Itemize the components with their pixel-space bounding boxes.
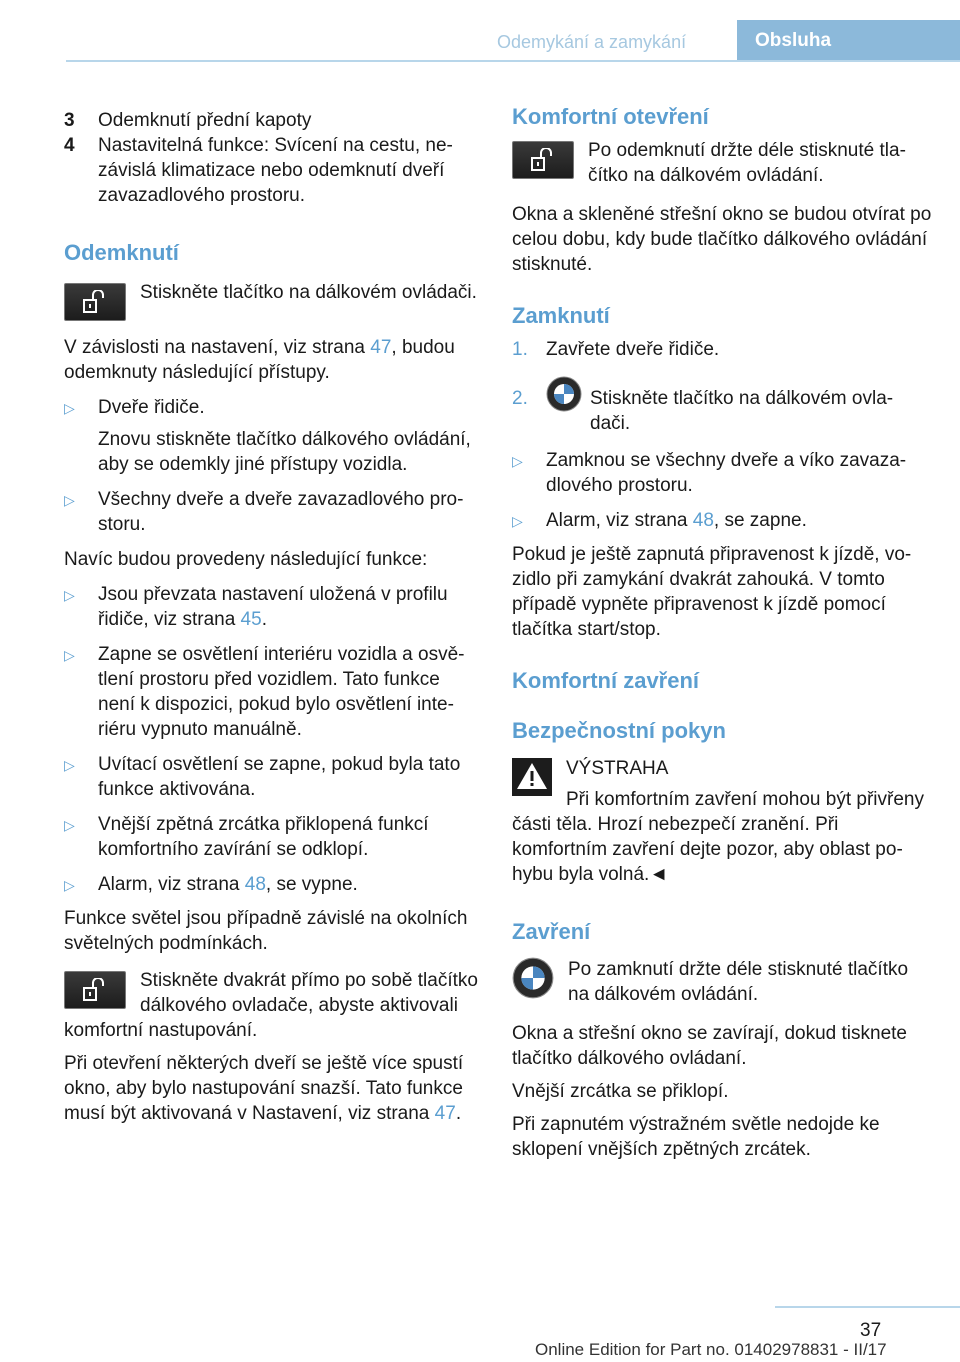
step-text: Stiskněte tlačítko na dálkovém ovladači. bbox=[590, 388, 894, 434]
header-section-title: Odemykání a zamykání bbox=[497, 32, 687, 52]
triangle-bullet-icon: ▷ bbox=[512, 453, 523, 469]
page-number: 37 bbox=[860, 1320, 882, 1341]
warning-title: VÝSTRAHA bbox=[566, 758, 669, 779]
step-item bbox=[512, 376, 932, 436]
step-number: 2. bbox=[512, 388, 528, 409]
header-divider bbox=[66, 60, 960, 62]
button-instruction bbox=[64, 280, 484, 321]
list-item bbox=[64, 487, 484, 537]
bullet-text: Alarm, viz strana 48, se zapne. bbox=[546, 510, 807, 531]
instruction-text: Stiskněte dvakrát přímo po sobě tlačítko dálkového ovladače, abyste aktivovali komfortní nastupování. bbox=[64, 970, 478, 1041]
button-instruction bbox=[512, 138, 932, 188]
right-column bbox=[512, 102, 932, 1162]
list-item bbox=[64, 133, 484, 208]
warning-triangle-icon bbox=[512, 758, 552, 796]
warning-text: Při komfortním zavření mohou být přivřeny části těla. Hrozí nebezpečí zranění. Při komfortním zavření dejte pozor, aby oblast pohybu byla volná.◄ bbox=[512, 789, 924, 885]
page-link[interactable]: 47 bbox=[434, 1103, 456, 1124]
triangle-bullet-icon: ▷ bbox=[64, 757, 75, 773]
triangle-bullet-icon: ▷ bbox=[512, 513, 523, 529]
list-item-sub bbox=[64, 427, 484, 477]
button-instruction bbox=[512, 957, 932, 1007]
unlock-button-icon bbox=[64, 971, 126, 1009]
unlock-button-icon bbox=[64, 283, 126, 321]
paragraph: Funkce světel jsou případně závislé na okolních světelných podmínkách. bbox=[64, 908, 468, 954]
paragraph: Při zapnutém výstražném světle nedojde ke sklopení vnějších zpětných zrcátek. bbox=[512, 1114, 880, 1160]
list-item bbox=[64, 642, 484, 742]
item-text: Nastavitelná funkce: Svícení na cestu, nezávislá klimatizace nebo odemknutí dveří zavazadlového prostoru. bbox=[98, 135, 453, 206]
bullet-text: Dveře řidiče. bbox=[98, 397, 205, 418]
list-item bbox=[64, 582, 484, 632]
item-number: 3 bbox=[64, 110, 75, 131]
triangle-bullet-icon: ▷ bbox=[64, 877, 75, 893]
instruction-text: Po zamknutí držte déle stisknuté tlačítko na dálkovém ovládání. bbox=[568, 959, 909, 1005]
text: , budou odemknuty následující přístupy. bbox=[64, 337, 455, 383]
heading-bezpecnostni-pokyn: Bezpečnostní pokyn bbox=[512, 718, 726, 743]
footer-divider bbox=[775, 1306, 960, 1308]
bullet-text: Zamknou se všechny dveře a víko zavazadlového prostoru. bbox=[546, 450, 907, 496]
triangle-bullet-icon: ▷ bbox=[64, 647, 75, 663]
left-column bbox=[64, 108, 484, 1126]
list-item bbox=[64, 872, 484, 898]
bullet-text: Zapne se osvětlení interiéru vozidla a osvětlení prostoru před vozidlem. Tato funkce není k dispozici, pokud bylo osvětlení interiéru vypnuto manuálně. bbox=[98, 644, 465, 740]
triangle-bullet-icon: ▷ bbox=[64, 587, 75, 603]
heading-zamknuti: Zamknutí bbox=[512, 303, 610, 328]
unlock-button-icon bbox=[512, 141, 574, 179]
header-tab: Obsluha bbox=[737, 20, 960, 62]
bmw-logo-icon bbox=[546, 376, 582, 412]
paragraph: Pokud je ještě zapnutá připravenost k jízdě, vozidlo při zamykání dvakrát zahouká. V tomto případě vypněte připravenost k jízdě pomocí tlačítka start/stop. bbox=[512, 544, 912, 640]
paragraph: Navíc budou provedeny následující funkce: bbox=[64, 549, 428, 570]
step-number: 1. bbox=[512, 339, 528, 360]
page-link[interactable]: 48 bbox=[692, 510, 714, 531]
paragraph: Okna a střešní okno se zavírají, dokud tisknete tlačítko dálkového ovládaní. bbox=[512, 1023, 907, 1069]
item-number: 4 bbox=[64, 135, 75, 156]
heading-odemknuti: Odemknutí bbox=[64, 240, 179, 265]
online-edition-label: Online Edition for Part no. 01402978831 - II/17 bbox=[535, 1340, 887, 1359]
list-item bbox=[64, 108, 484, 133]
instruction-text: Po odemknutí držte déle stisknuté tlačítko na dálkovém ovládání. bbox=[588, 140, 906, 186]
text: V závislosti na nastavení, viz strana bbox=[64, 337, 371, 358]
page-link[interactable]: 48 bbox=[244, 874, 266, 895]
heading-komfortni-zavreni: Komfortní zavření bbox=[512, 668, 700, 693]
paragraph: Vnější zrcátka se přiklopí. bbox=[512, 1081, 729, 1102]
list-item bbox=[512, 508, 932, 534]
list-item bbox=[512, 448, 932, 498]
step-text: Zavřete dveře řidiče. bbox=[546, 339, 720, 360]
paragraph bbox=[64, 335, 484, 385]
bullet-text: Alarm, viz strana 48, se vypne. bbox=[98, 874, 358, 895]
paragraph: Okna a skleněné střešní okno se budou otvírat po celou dobu, kdy bude tlačítko dálkového ovládání stisknuté. bbox=[512, 204, 932, 275]
bullet-subtext: Znovu stiskněte tlačítko dálkového ovládání, aby se odemkly jiné přístupy vozidla. bbox=[98, 429, 471, 475]
list-item bbox=[64, 752, 484, 802]
list-item bbox=[64, 395, 484, 421]
bullet-text: Všechny dveře a dveře zavazadlového prostoru. bbox=[98, 489, 464, 535]
button-instruction bbox=[64, 968, 484, 1043]
heading-komfortni-otevreni: Komfortní otevření bbox=[512, 104, 709, 129]
triangle-bullet-icon: ▷ bbox=[64, 817, 75, 833]
triangle-bullet-icon: ▷ bbox=[64, 400, 75, 416]
bullet-text: Vnější zpětná zrcátka přiklopená funkcí komfortního zavírání se odklopí. bbox=[98, 814, 429, 860]
triangle-bullet-icon: ▷ bbox=[64, 492, 75, 508]
bullet-text: Uvítací osvětlení se zapne, pokud byla tato funkce aktivována. bbox=[98, 754, 461, 800]
step-content bbox=[546, 376, 922, 436]
paragraph: Při otevření některých dveří se ještě více spustí okno, aby bylo nastupování snazší. Tato funkce musí být aktivovaná v Nastavení, viz strana 47. bbox=[64, 1053, 464, 1124]
bullet-text: Jsou převzata nastavení uložená v profilu řidiče, viz strana 45. bbox=[98, 584, 448, 630]
warning-block bbox=[512, 756, 932, 887]
instruction-text: Stiskněte tlačítko na dálkovém ovládači. bbox=[140, 282, 477, 303]
page-link[interactable]: 45 bbox=[240, 609, 262, 630]
bmw-logo-icon bbox=[512, 957, 554, 999]
item-text: Odemknutí přední kapoty bbox=[98, 110, 312, 131]
list-item bbox=[64, 812, 484, 862]
heading-zavreni: Zavření bbox=[512, 919, 591, 944]
step-item bbox=[512, 337, 932, 362]
page-link[interactable]: 47 bbox=[370, 337, 392, 358]
